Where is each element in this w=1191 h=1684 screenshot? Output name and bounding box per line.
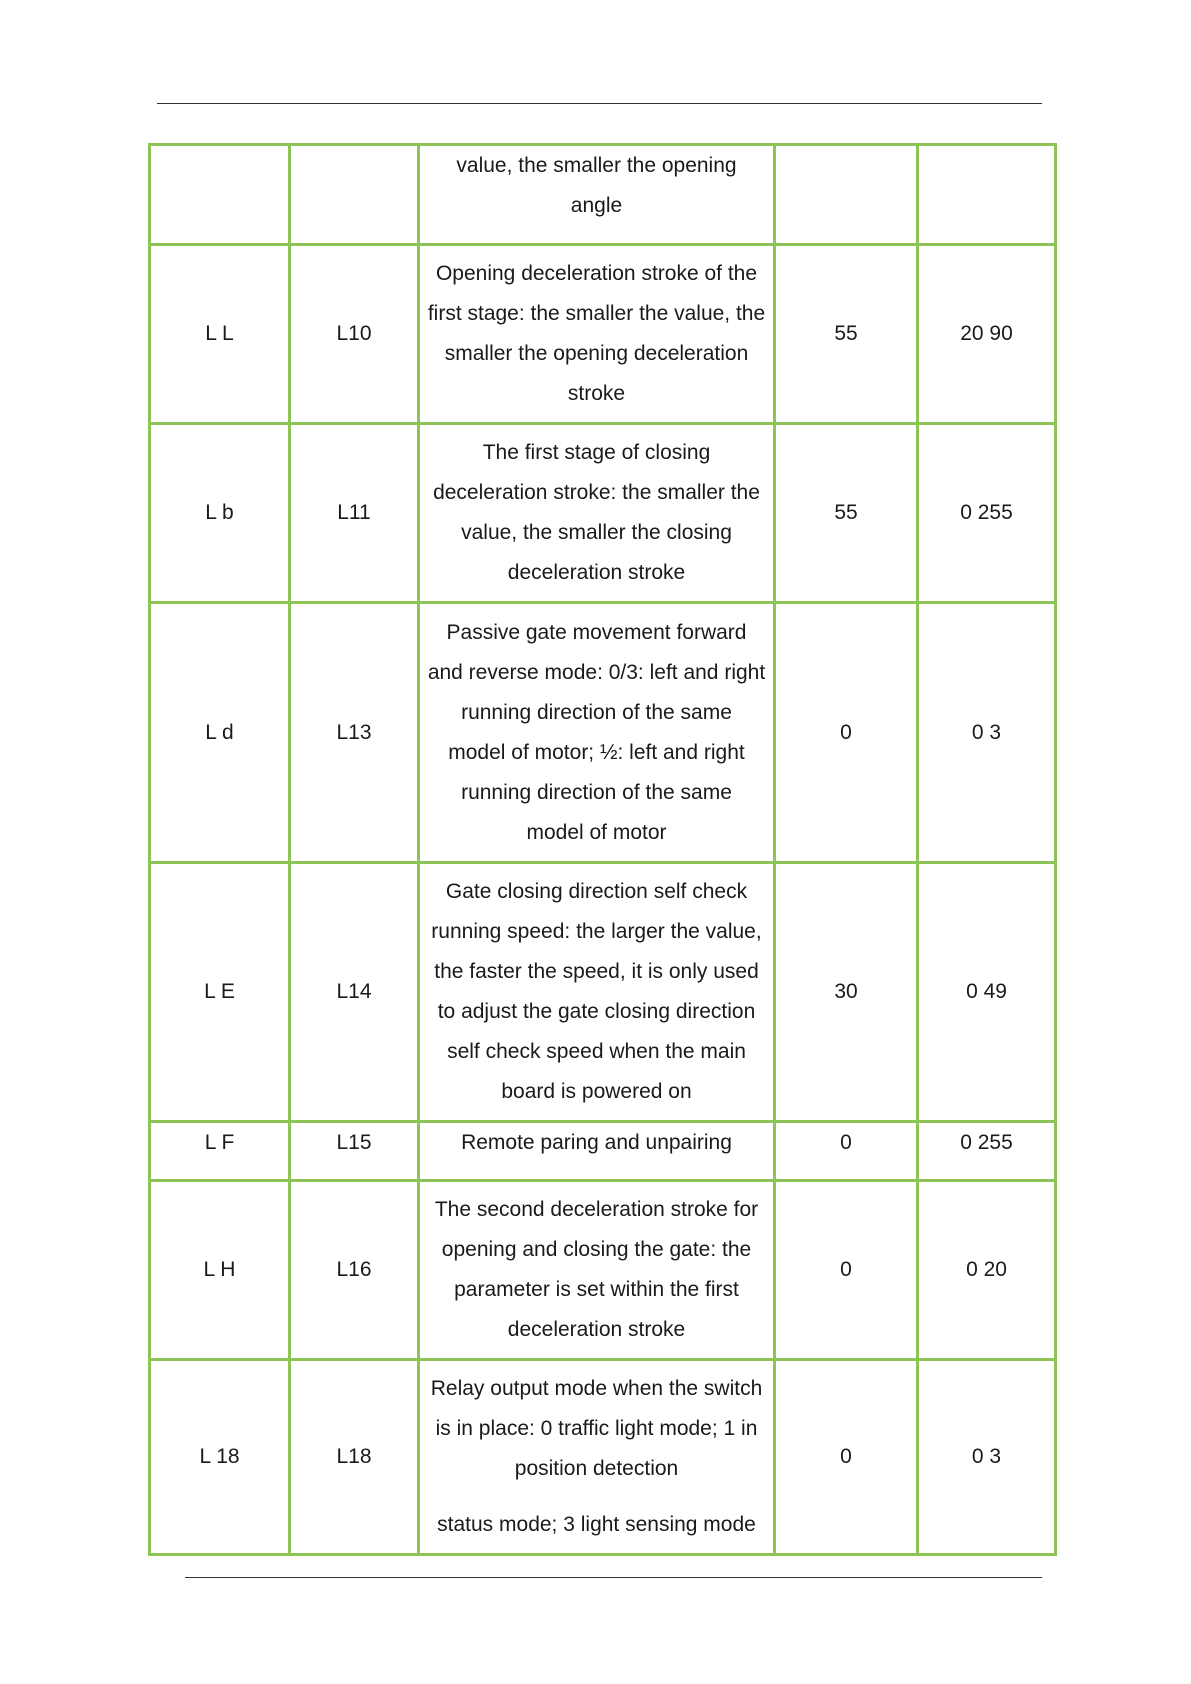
range-cell: 20 90	[918, 245, 1056, 424]
code-cell: L 18	[150, 1360, 290, 1555]
default-cell: 0	[775, 1122, 918, 1181]
description-line: running speed: the larger the value,	[431, 920, 762, 943]
range-cell: 0 3	[918, 1360, 1056, 1555]
range-cell	[918, 145, 1056, 245]
description-line: opening and closing the gate: the	[441, 1238, 752, 1261]
description-line: is in place: 0 traffic light mode; 1 in	[435, 1417, 758, 1440]
description-cell	[419, 1360, 775, 1555]
description-cell	[419, 603, 775, 863]
description-cell	[419, 245, 775, 424]
table-row	[150, 1360, 1056, 1555]
code-cell: L H	[150, 1181, 290, 1360]
description-line: Relay output mode when the switch	[430, 1377, 763, 1400]
description-line: angle	[570, 194, 623, 217]
description-line: Remote paring and unpairing	[461, 1131, 732, 1154]
default-cell: 0	[775, 1360, 918, 1555]
description-line: first stage: the smaller the value, the	[427, 302, 766, 325]
code-cell: L F	[150, 1122, 290, 1181]
param-cell: L18	[290, 1360, 419, 1555]
description-line: deceleration stroke	[507, 1318, 686, 1341]
description-cell	[419, 145, 775, 245]
table-row	[150, 424, 1056, 603]
table-row	[150, 1122, 1056, 1181]
param-cell: L14	[290, 863, 419, 1122]
range-cell: 0 255	[918, 424, 1056, 603]
description-cell	[419, 1122, 775, 1181]
footer-rule	[185, 1577, 1042, 1578]
table-row	[150, 145, 1056, 245]
default-cell: 55	[775, 245, 918, 424]
description-line: Opening deceleration stroke of the	[435, 262, 758, 285]
default-cell	[775, 145, 918, 245]
description-line: to adjust the gate closing direction	[437, 1000, 756, 1023]
param-cell: L15	[290, 1122, 419, 1181]
default-cell: 55	[775, 424, 918, 603]
range-cell: 0 20	[918, 1181, 1056, 1360]
param-cell: L10	[290, 245, 419, 424]
range-cell: 0 3	[918, 603, 1056, 863]
description-line: The second deceleration stroke for	[434, 1198, 759, 1221]
description-line: deceleration stroke: the smaller the	[433, 481, 760, 504]
description-line: parameter is set within the first	[454, 1278, 739, 1301]
description-line: smaller the opening deceleration	[444, 342, 749, 365]
description-line: board is powered on	[501, 1080, 692, 1103]
description-line: status mode; 3 light sensing mode	[437, 1513, 756, 1536]
default-cell: 30	[775, 863, 918, 1122]
param-cell: L11	[290, 424, 419, 603]
description-line: model of motor; ½: left and right	[448, 740, 745, 764]
range-cell: 0 255	[918, 1122, 1056, 1181]
default-cell: 0	[775, 603, 918, 863]
description-line: running direction of the same	[461, 700, 732, 724]
param-cell	[290, 145, 419, 245]
description-cell	[419, 863, 775, 1122]
range-cell: 0 49	[918, 863, 1056, 1122]
description-line: deceleration stroke	[507, 561, 686, 584]
description-cell	[419, 424, 775, 603]
description-line: the faster the speed, it is only used	[434, 960, 759, 983]
parameter-table	[148, 143, 1057, 1556]
line-gap	[426, 1489, 767, 1505]
description-line: value, the smaller the closing	[461, 521, 732, 544]
description-line: model of motor	[526, 820, 667, 844]
table-row	[150, 245, 1056, 424]
description-line: position detection	[514, 1457, 679, 1480]
description-cell	[419, 1181, 775, 1360]
code-cell	[150, 145, 290, 245]
description-line: and reverse mode: 0/3: left and right	[427, 660, 766, 684]
param-cell: L16	[290, 1181, 419, 1360]
table-row	[150, 863, 1056, 1122]
description-line: running direction of the same	[461, 780, 732, 804]
table-row	[150, 1181, 1056, 1360]
description-line: Passive gate movement forward	[446, 620, 747, 644]
code-cell: L L	[150, 245, 290, 424]
code-cell: L d	[150, 603, 290, 863]
description-line: stroke	[567, 382, 626, 405]
description-line: self check speed when the main	[447, 1040, 746, 1063]
description-line: The first stage of closing	[482, 441, 711, 464]
param-cell: L13	[290, 603, 419, 863]
table-row	[150, 603, 1056, 863]
description-line: value, the smaller the opening	[456, 154, 737, 177]
description-line: Gate closing direction self check	[445, 880, 748, 903]
code-cell: L E	[150, 863, 290, 1122]
header-rule	[157, 103, 1042, 104]
default-cell: 0	[775, 1181, 918, 1360]
code-cell: L b	[150, 424, 290, 603]
